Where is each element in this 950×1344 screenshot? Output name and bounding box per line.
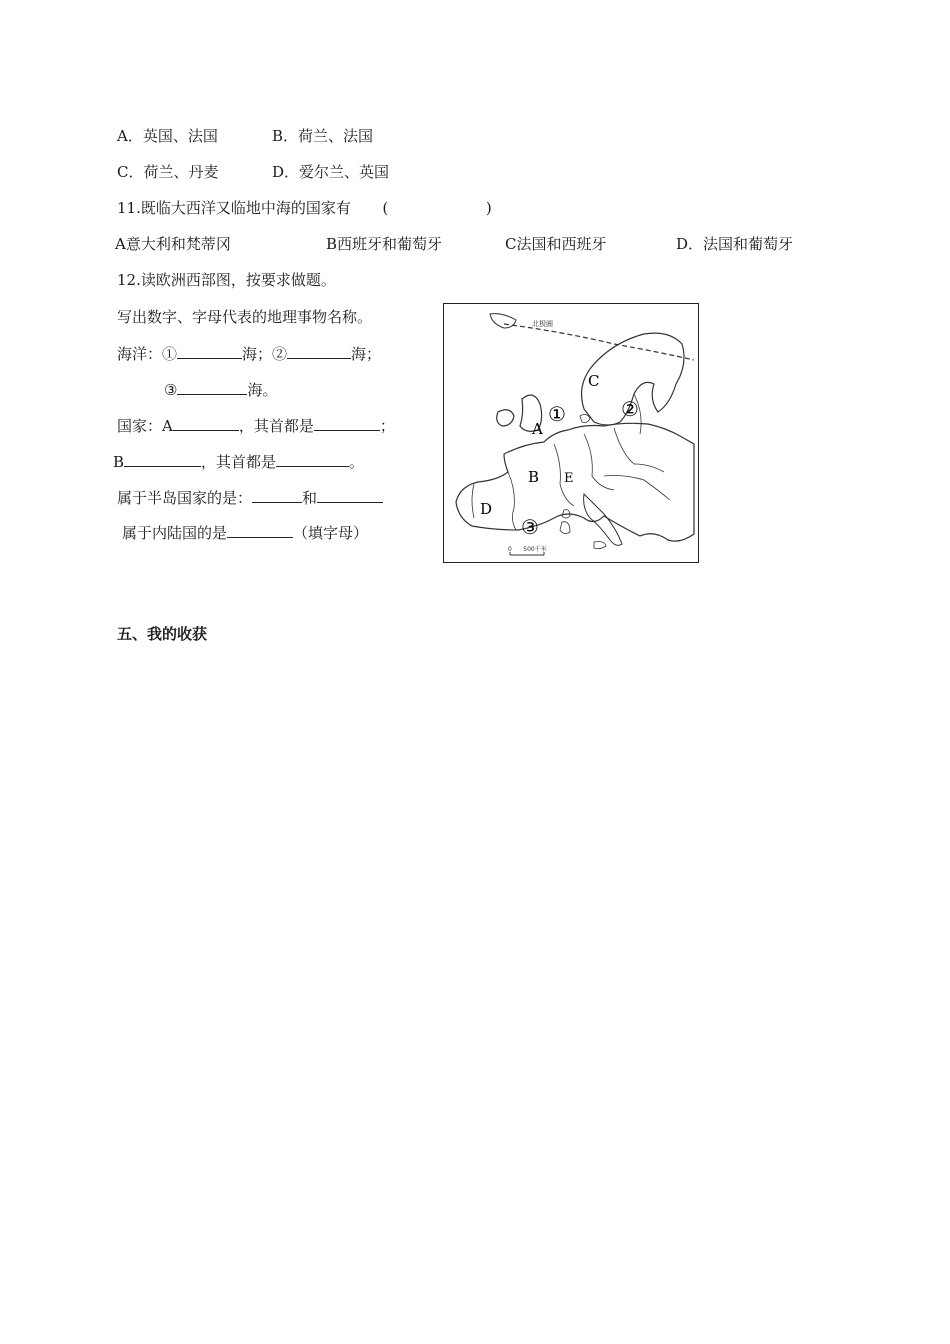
semicolon: ；	[379, 417, 395, 435]
italy-outline	[584, 494, 622, 545]
map-label-sea-2: ②	[621, 397, 639, 421]
map-label-a: A	[532, 420, 543, 438]
denmark-outline	[580, 414, 590, 422]
q11-option-a: A意大利和梵蒂冈	[115, 235, 231, 253]
q10-option-c: C．荷兰、丹麦	[117, 163, 219, 181]
q11-option-d: D．法国和葡萄牙	[676, 235, 794, 253]
q11-stem	[117, 198, 492, 218]
map-label-b: B	[528, 468, 540, 486]
sea-2-blank[interactable]	[287, 343, 351, 359]
q12-peninsula-line	[117, 487, 383, 508]
ireland-outline	[497, 410, 514, 426]
q12-instruction: 写出数字、字母代表的地理事物名称。	[117, 308, 373, 326]
sea-2-suffix: 海；	[351, 345, 382, 363]
map-label-sea-1: ①	[548, 402, 566, 426]
fill-letter-hint: （填字母）	[293, 524, 369, 542]
period: 。	[349, 453, 365, 471]
q10-option-a: A．英国、法国	[117, 127, 218, 145]
peninsula-label: 属于半岛国家的是：	[117, 489, 253, 507]
arctic-circle-label: 北极圈	[532, 320, 553, 328]
q12-ocean-line	[117, 343, 381, 364]
q11-paren-open: (	[382, 199, 389, 217]
landlocked-label: 属于内陆国的是	[122, 524, 228, 542]
country-b-label: B	[113, 453, 125, 471]
q12-ocean-line-3	[164, 379, 277, 400]
q10-option-b: B．荷兰、法国	[272, 127, 374, 145]
iceland-outline	[490, 314, 516, 328]
and-label: 和	[302, 489, 318, 507]
europe-map	[443, 303, 699, 563]
q10-option-d: D．爱尔兰、英国	[272, 163, 390, 181]
map-label-d: D	[480, 500, 493, 518]
q11-stem-text: 11.既临大西洋又临地中海的国家有	[117, 199, 351, 217]
q12-country-a-line	[117, 415, 395, 436]
sicily-outline	[594, 542, 606, 549]
country-label: 国家：A	[117, 417, 173, 435]
peninsula-blank-1[interactable]	[252, 487, 302, 503]
mainland-outline	[456, 423, 694, 541]
sardinia-outline	[560, 522, 570, 534]
section-5-title: 五、我的收获	[117, 625, 208, 643]
europe-map-drawing	[444, 304, 697, 561]
ocean-3-prefix: ③	[164, 381, 178, 399]
sea-3-blank[interactable]	[177, 379, 247, 395]
capital-b-blank[interactable]	[276, 451, 349, 467]
germany-border	[584, 434, 614, 490]
iberia-border	[508, 472, 516, 530]
ocean-label: 海洋：①	[117, 345, 178, 363]
q11-paren-close: )	[485, 199, 492, 217]
sea-3-suffix: 海。	[247, 381, 278, 399]
map-label-c: C	[588, 372, 600, 390]
capital-a-label: ，其首都是	[238, 417, 314, 435]
q12-title: 12.读欧洲西部图，按要求做题。	[117, 271, 336, 289]
country-a-blank[interactable]	[173, 415, 239, 431]
poland-border	[614, 428, 664, 472]
scale-bar-label: 0 500千米	[508, 546, 547, 553]
sea-1-suffix: 海；②	[242, 345, 288, 363]
q11-option-b: B西班牙和葡萄牙	[326, 235, 443, 253]
sea-1-blank[interactable]	[177, 343, 242, 359]
central-border	[604, 476, 670, 501]
capital-a-blank[interactable]	[314, 415, 380, 431]
q11-option-c: C法国和西班牙	[505, 235, 607, 253]
map-label-e: E	[564, 471, 574, 486]
q12-landlocked-line	[122, 522, 368, 543]
peninsula-blank-2[interactable]	[317, 487, 383, 503]
landlocked-blank[interactable]	[227, 522, 293, 538]
portugal-border	[472, 484, 474, 518]
arctic-circle-line	[504, 324, 694, 360]
country-b-blank[interactable]	[124, 451, 201, 467]
map-label-sea-3: ③	[521, 515, 539, 539]
q12-country-b-line	[113, 451, 364, 472]
capital-b-label: ，其首都是	[201, 453, 277, 471]
